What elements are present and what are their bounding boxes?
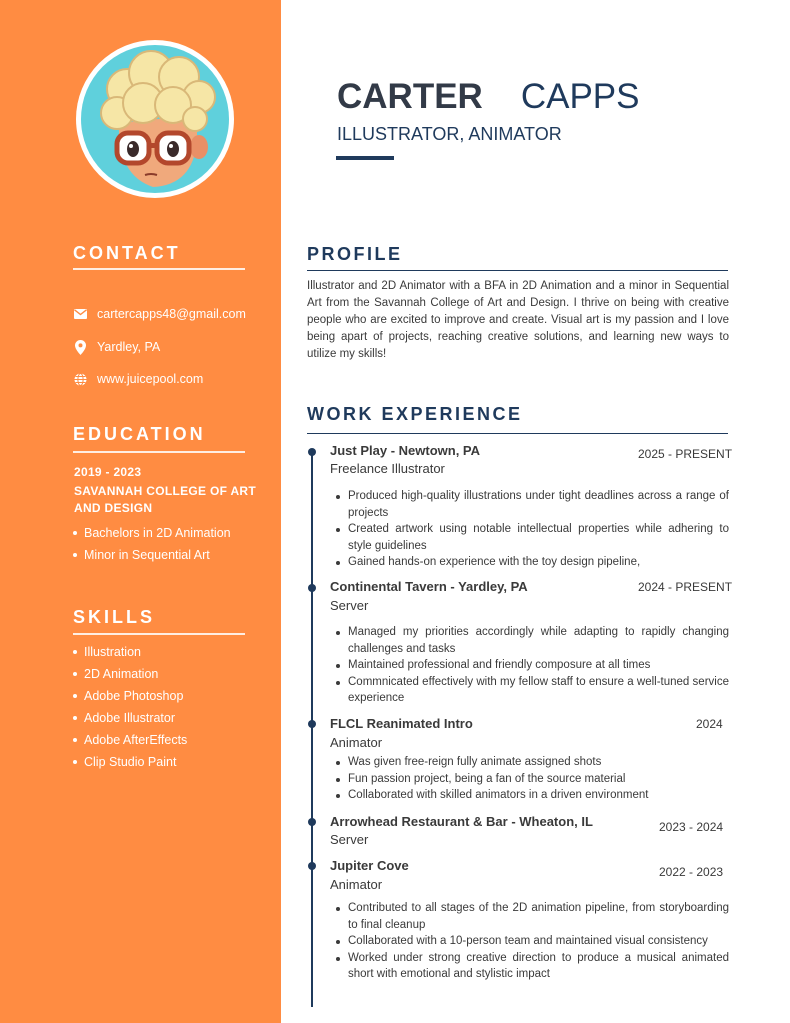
timeline-line [311,450,313,1007]
job-bullet: Gained hands-on experience with the toy design pipeline, [348,554,729,571]
job-bullet: Created artwork using notable intellectual properties while adhering to style guidelines [348,521,729,554]
timeline-dot [308,584,316,592]
skills-heading: SKILLS [73,607,156,627]
job-role: Animator [330,877,383,892]
title-underline [336,156,394,160]
contact-heading: CONTACT [73,243,181,263]
skill-item: Adobe AfterEffects [84,729,187,751]
job-date: 2024 - PRESENT [638,580,733,594]
job-title: Jupiter Cove [330,858,409,873]
job-bullet: Managed my priorities accordingly while adapting to rapidly changing challenges and tasks [348,624,729,657]
education-heading: EDUCATION [73,424,206,444]
job-role: Server [330,832,369,847]
job-role: Freelance Illustrator [330,461,445,476]
contact-website[interactable] [73,369,203,389]
job-role: Animator [330,735,383,750]
email-icon [73,307,87,321]
job-bullets [348,900,729,983]
profile-text: Illustrator and 2D Animator with a BFA in 2D Animation and a minor in Sequential Art from the Savannah College of Art and Design. I thrive on being with creative people who are excited to improve and create. Visual art is my passion and I love being apart of projects, reaching creative solutions, and learning new ways to utilize my skills! [307,280,729,360]
work-experience-heading: WORK EXPERIENCE [307,404,523,424]
job-date: 2024 [696,717,723,731]
education-school-line1: SAVANNAH COLLEGE OF ART [74,484,257,498]
skill-item: Adobe Photoshop [84,685,187,707]
avatar [76,40,234,198]
skill-item: 2D Animation [84,663,187,685]
education-school-line2: AND DESIGN [74,501,153,515]
job-bullet: Commnicated effectively with my fellow staff to ensure a well-tuned service experience [348,674,729,707]
contact-divider [73,268,245,270]
profile-divider [307,270,728,271]
timeline-dot [308,448,316,456]
job-bullet: Contributed to all stages of the 2D animation pipeline, from storyboarding to final cleanup [348,900,729,933]
job-title: Just Play - Newtown, PA [330,443,481,458]
job-bullet: Fun passion project, being a fan of the source material [348,771,729,788]
contact-website-text: www.juicepool.com [97,372,204,386]
skill-item: Clip Studio Paint [84,751,187,773]
contact-location-text: Yardley, PA [97,340,161,354]
education-list [84,522,231,566]
contact-email-text: cartercapps48@gmail.com [97,307,246,321]
sidebar [0,0,281,1023]
candidate-name [337,76,639,118]
job-bullet: Worked under strong creative direction to produce a musical animated short with emotional and stylistic impact [348,950,729,983]
contact-email[interactable] [73,304,246,324]
timeline-dot [308,720,316,728]
education-divider [73,451,245,453]
job-role: Server [330,598,369,613]
work-experience-divider [307,433,728,434]
avatar-illustration [81,45,229,193]
last-name: CAPPS [520,77,640,116]
job-date: 2023 - 2024 [659,820,724,834]
contact-location [73,337,160,357]
job-date: 2025 - PRESENT [638,447,733,461]
job-bullet: Produced high-quality illustrations under tight deadlines across a range of projects [348,488,729,521]
job-bullet: Was given free-reign fully animate assigned shots [348,754,729,771]
job-bullets [348,488,729,571]
job-date: 2022 - 2023 [659,865,724,879]
education-item: Minor in Sequential Art [84,544,231,566]
skill-item: Adobe Illustrator [84,707,187,729]
job-bullets [348,754,729,804]
globe-icon [73,372,87,386]
skills-divider [73,633,245,635]
job-bullet: Maintained professional and friendly composure at all times [348,657,729,674]
timeline-dot [308,862,316,870]
job-title: Continental Tavern - Yardley, PA [330,579,528,594]
job-bullet: Collaborated with a 10-person team and maintained visual consistency [348,933,729,950]
location-pin-icon [73,340,87,354]
profile-heading: PROFILE [307,244,403,264]
job-title: Arrowhead Restaurant & Bar - Wheaton, IL [330,814,593,829]
job-title: FLCL Reanimated Intro [330,716,473,731]
education-item: Bachelors in 2D Animation [84,522,231,544]
skills-list [84,641,187,773]
job-title: ILLUSTRATOR, ANIMATOR [337,124,562,144]
skill-item: Illustration [84,641,187,663]
job-bullet: Collaborated with skilled animators in a driven environment [348,787,729,804]
education-years: 2019 - 2023 [74,465,142,479]
job-bullets [348,624,729,707]
first-name: CARTER [337,77,483,116]
timeline-dot [308,818,316,826]
